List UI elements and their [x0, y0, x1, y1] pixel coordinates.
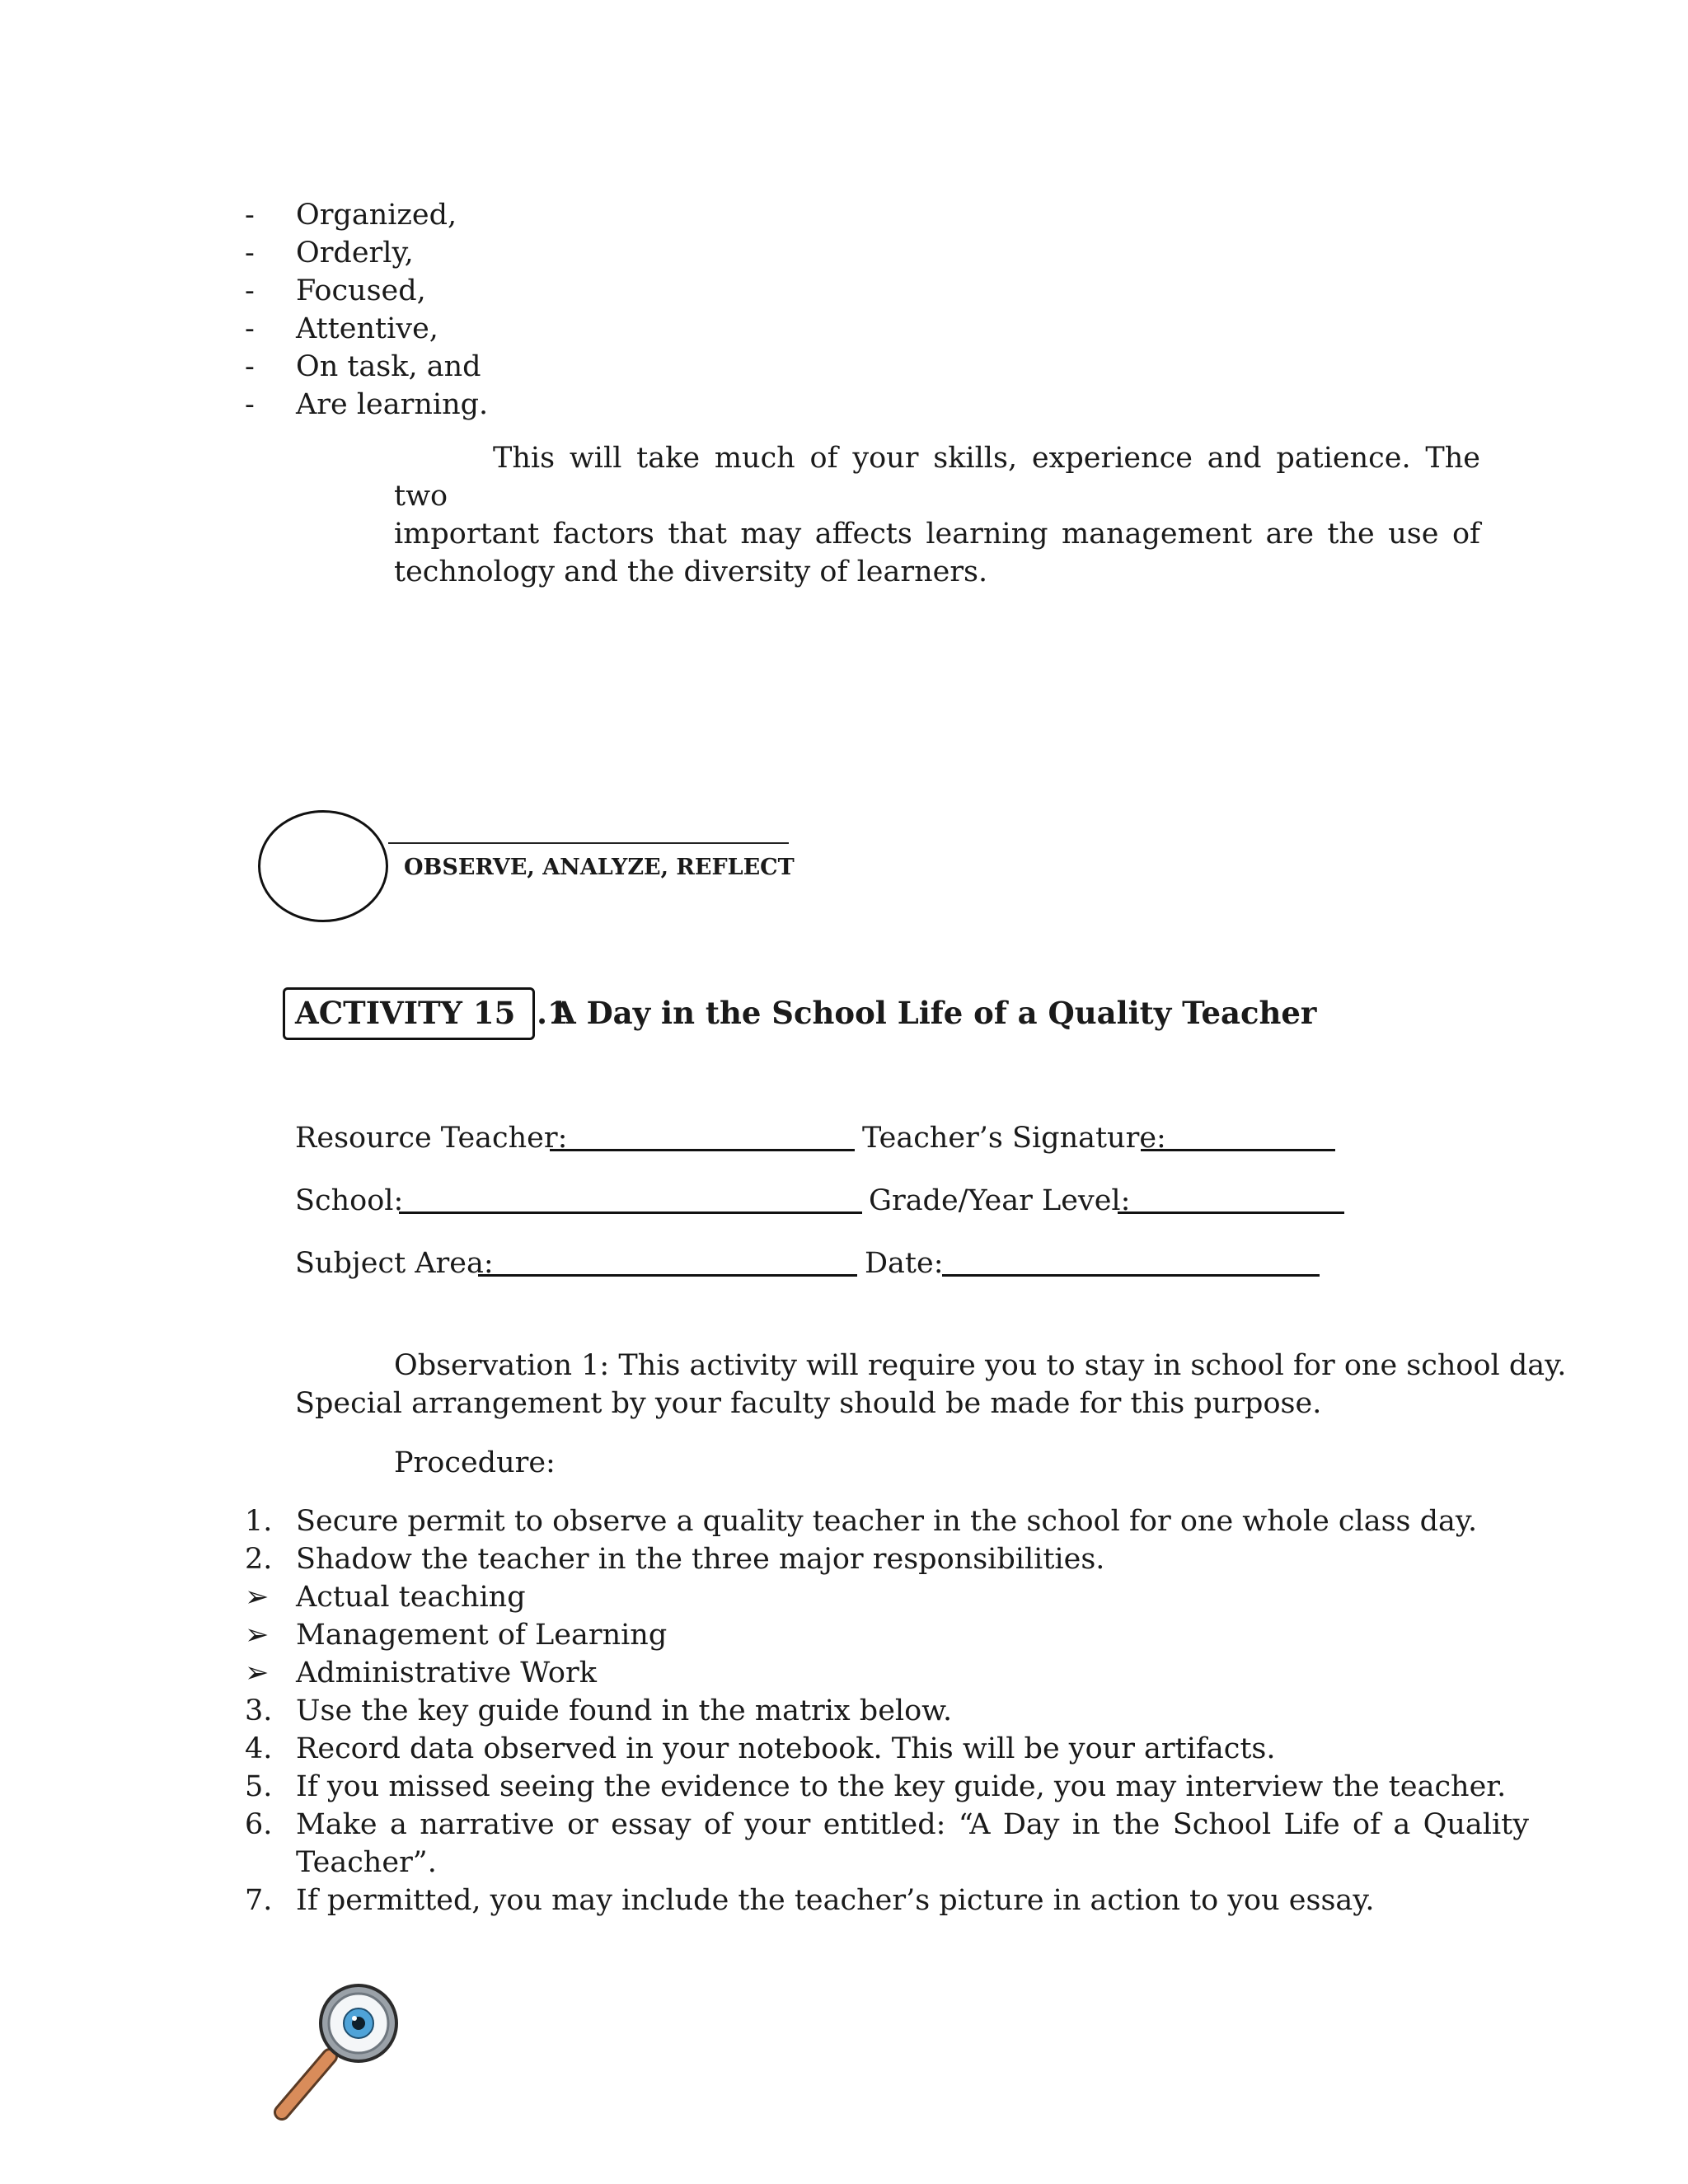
- grade-level-field[interactable]: [1118, 1212, 1344, 1214]
- section-rule: [388, 842, 789, 844]
- magnifying-glass-eye-icon: [264, 1966, 412, 2130]
- paragraph-line: technology and the diversity of learners.: [394, 555, 988, 588]
- resource-teacher-field[interactable]: [550, 1149, 855, 1151]
- procedure-label: Procedure:: [394, 1446, 556, 1479]
- paragraph-line: This will take much of your skills, experience and patience. The two: [394, 442, 1480, 513]
- section-oval-icon: [258, 810, 388, 922]
- paragraph-line: important factors that may affects learning management are the use of: [394, 518, 1480, 551]
- intro-paragraph: [394, 439, 1480, 591]
- activity-title: A Day in the School Life of a Quality Teacher: [552, 995, 1317, 1031]
- teacher-signature-field[interactable]: [1141, 1149, 1335, 1151]
- teacher-signature-label: Teacher’s Signature:: [862, 1122, 1166, 1155]
- resource-teacher-label: Resource Teacher:: [295, 1122, 568, 1155]
- grade-level-label: Grade/Year Level:: [869, 1184, 1131, 1217]
- date-label: Date:: [865, 1247, 944, 1280]
- section-title: OBSERVE, ANALYZE, REFLECT: [404, 855, 795, 880]
- subject-area-field[interactable]: [478, 1274, 857, 1277]
- observation-line-2: Special arrangement by your faculty should be made for this purpose.: [295, 1387, 1322, 1420]
- subject-area-label: Subject Area:: [295, 1247, 494, 1280]
- school-label: School:: [295, 1184, 404, 1217]
- activity-label: ACTIVITY 15 .1: [295, 995, 569, 1031]
- school-field[interactable]: [399, 1212, 862, 1214]
- date-field[interactable]: [942, 1274, 1320, 1277]
- observation-line-1: Observation 1: This activity will require you to stay in school for one school day.: [394, 1349, 1567, 1382]
